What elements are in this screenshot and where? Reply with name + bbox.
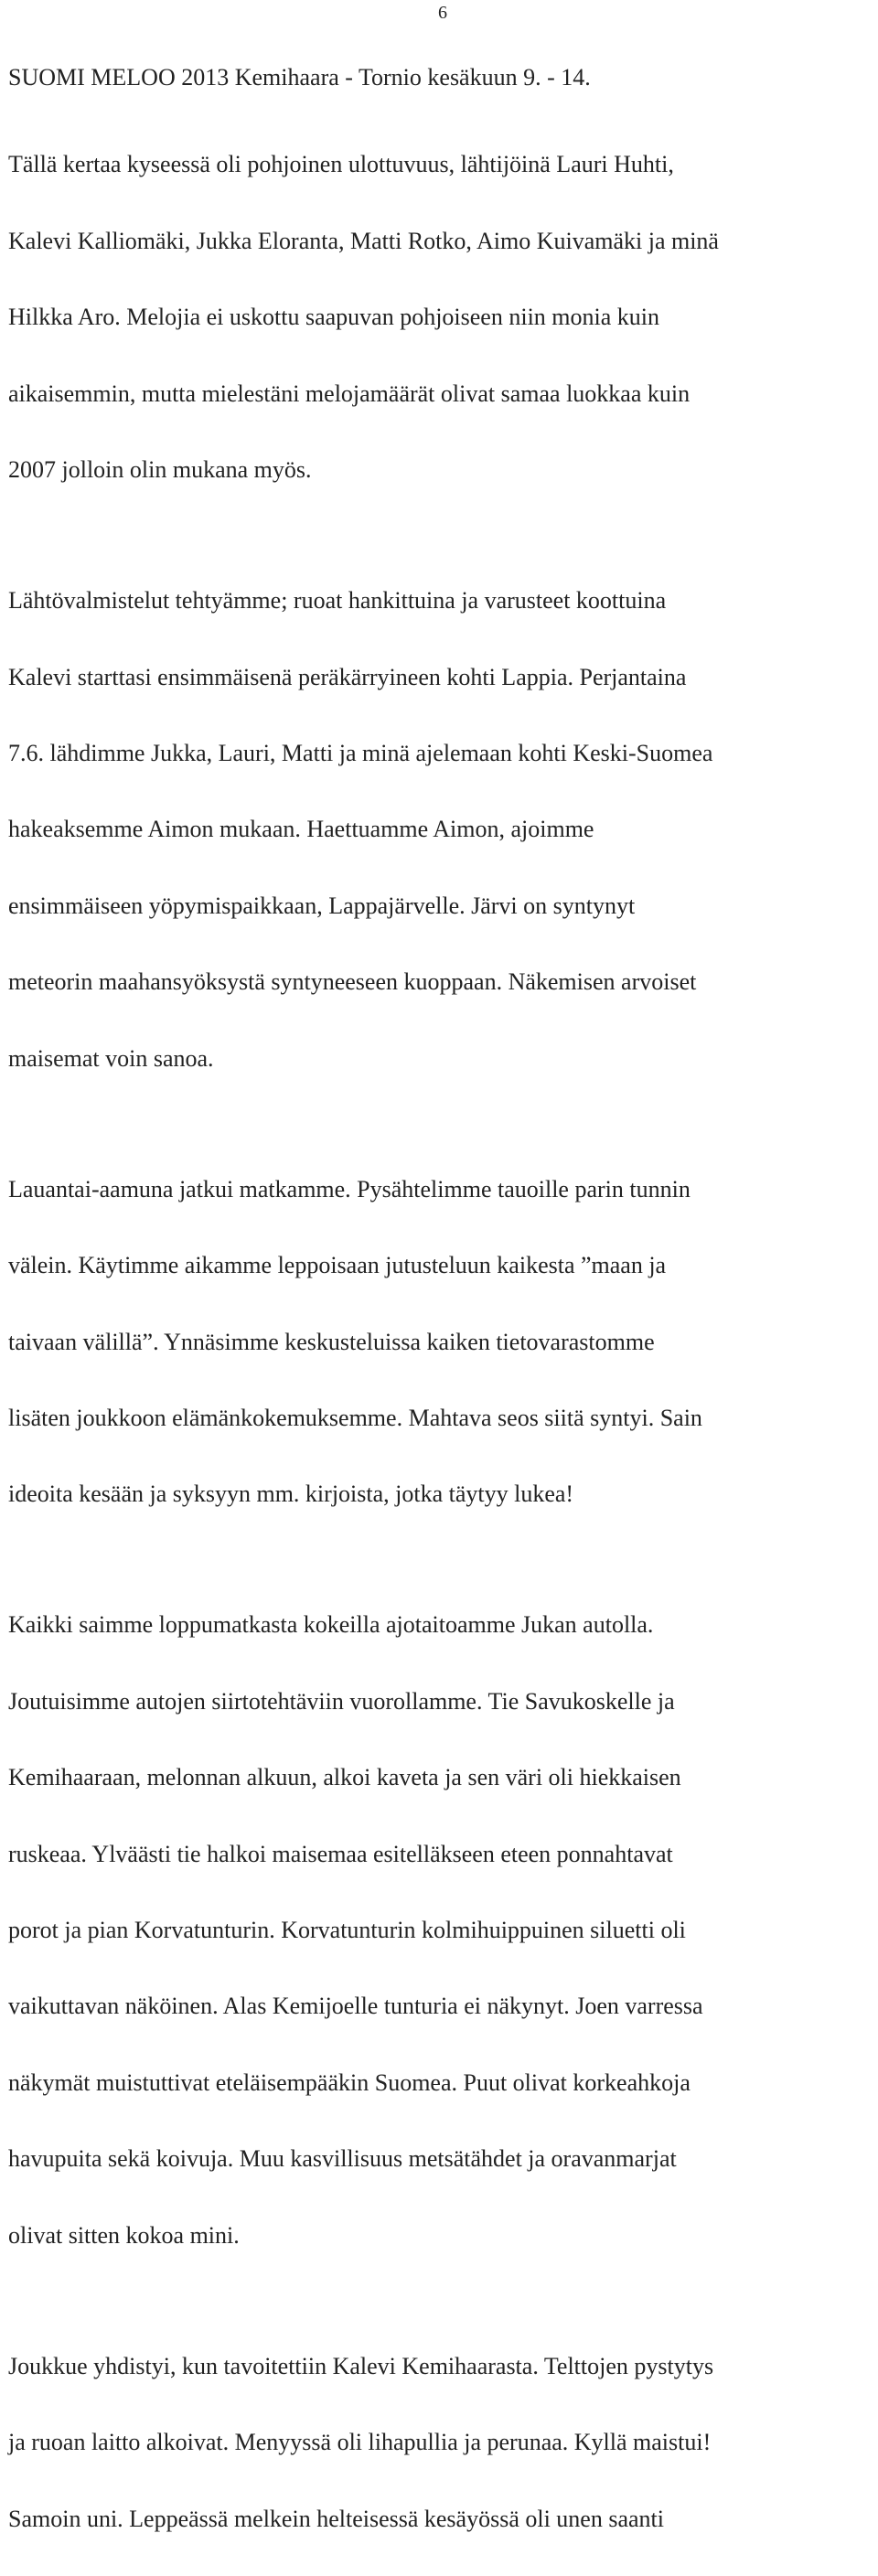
text-line: 2007 jolloin olin mukana myös. — [8, 456, 312, 484]
text-line: Lähtövalmistelut tehtyämme; ruoat hankittuina ja varusteet koottuina — [8, 587, 667, 615]
paragraph-2 — [8, 543, 873, 1116]
text-line: Joukkue yhdistyi, kun tavoitettiin Kalevi Kemihaarasta. Telttojen pystytys — [8, 2352, 714, 2379]
spacer — [8, 97, 873, 108]
text-line: Kalevi starttasi ensimmäisenä peräkärryineen kohti Lappia. Perjantaina — [8, 663, 687, 690]
text-line: olivat sitten kokoa mini. — [8, 2221, 240, 2249]
text-line: porot ja pian Korvatunturin. Korvatunturin kolmihuippuinen siluetti oli — [8, 1917, 686, 1944]
text-line: taivaan välillä”. Ynnäsimme keskusteluissa kaiken tietovarastomme — [8, 1328, 655, 1355]
spacer — [8, 527, 873, 543]
text-line: lisäten joukkoon elämänkokemuksemme. Mahtava seos siitä syntyi. Sain — [8, 1404, 702, 1431]
text-line: Samoin uni. Leppeässä melkein helteisessä kesäyössä oli unen saanti — [8, 2505, 664, 2532]
spacer — [8, 1116, 873, 1132]
document-title — [8, 59, 873, 97]
title-line: SUOMI MELOO 2013 Kemihaara - Tornio kesäkuun 9. - 14. — [8, 64, 591, 91]
text-line: Tällä kertaa kyseessä oli pohjoinen ulottuvuus, lähtijöinä Lauri Huhti, — [8, 151, 674, 178]
text-line: 7.6. lähdimme Jukka, Lauri, Matti ja minä ajelemaan kohti Keski-Suomea — [8, 739, 713, 766]
text-line: ensimmäiseen yöpymispaikkaan, Lappajärvelle. Järvi on syntynyt — [8, 892, 636, 919]
paragraph-3 — [8, 1132, 873, 1552]
spacer — [8, 1552, 873, 1568]
text-line: Kemihaaraan, melonnan alkuun, alkoi kaveta ja sen väri oli hiekkaisen — [8, 1764, 681, 1791]
text-line: ja ruoan laitto alkoivat. Menyyssä oli lihapullia ja perunaa. Kyllä maistui! — [8, 2429, 712, 2456]
paragraph-1 — [8, 108, 873, 528]
text-line: näkymät muistuttivat eteläisempääkin Suomea. Puut olivat korkeahkoja — [8, 2068, 691, 2096]
text-line: vaikuttavan näköinen. Alas Kemijoelle tunturia ei näkynyt. Joen varressa — [8, 1993, 703, 2020]
paragraph-5 — [8, 2309, 873, 2576]
text-line: välein. Käytimme aikamme leppoisaan jutusteluun kaikesta ”maan ja — [8, 1252, 667, 1279]
page-number: 6 — [438, 3, 447, 23]
text-line: aikaisemmin, mutta mielestäni melojamäärät olivat samaa luokkaa kuin — [8, 379, 691, 407]
text-line: maisemat voin sanoa. — [8, 1044, 214, 1072]
text-line: ideoita kesään ja syksyyn mm. kirjoista, jotka täytyy lukea! — [8, 1480, 574, 1508]
text-line: Lauantai-aamuna jatkui matkamme. Pysähtelimme tauoille parin tunnin — [8, 1175, 691, 1202]
text-line: meteorin maahansyöksystä syntyneeseen kuoppaan. Näkemisen arvoiset — [8, 968, 697, 996]
text-line: Joutuisimme autojen siirtotehtäviin vuorollamme. Tie Savukoskelle ja — [8, 1687, 675, 1715]
text-line: Kaikki saimme loppumatkasta kokeilla ajotaitoamme Jukan autolla. — [8, 1611, 654, 1639]
document-body — [8, 59, 873, 2576]
paragraph-4 — [8, 1568, 873, 2293]
text-line: havupuita sekä koivuja. Muu kasvillisuus metsätähdet ja oravanmarjat — [8, 2145, 677, 2173]
spacer — [8, 2293, 873, 2309]
text-line: ruskeaa. Ylväästi tie halkoi maisemaa esitelläkseen eteen ponnahtavat — [8, 1840, 673, 1867]
text-line: Kalevi Kalliomäki, Jukka Eloranta, Matti Rotko, Aimo Kuivamäki ja minä — [8, 227, 719, 254]
text-line: Hilkka Aro. Melojia ei uskottu saapuvan pohjoiseen niin monia kuin — [8, 304, 660, 331]
text-line: hakeaksemme Aimon mukaan. Haettuamme Aimon, ajoimme — [8, 816, 594, 843]
